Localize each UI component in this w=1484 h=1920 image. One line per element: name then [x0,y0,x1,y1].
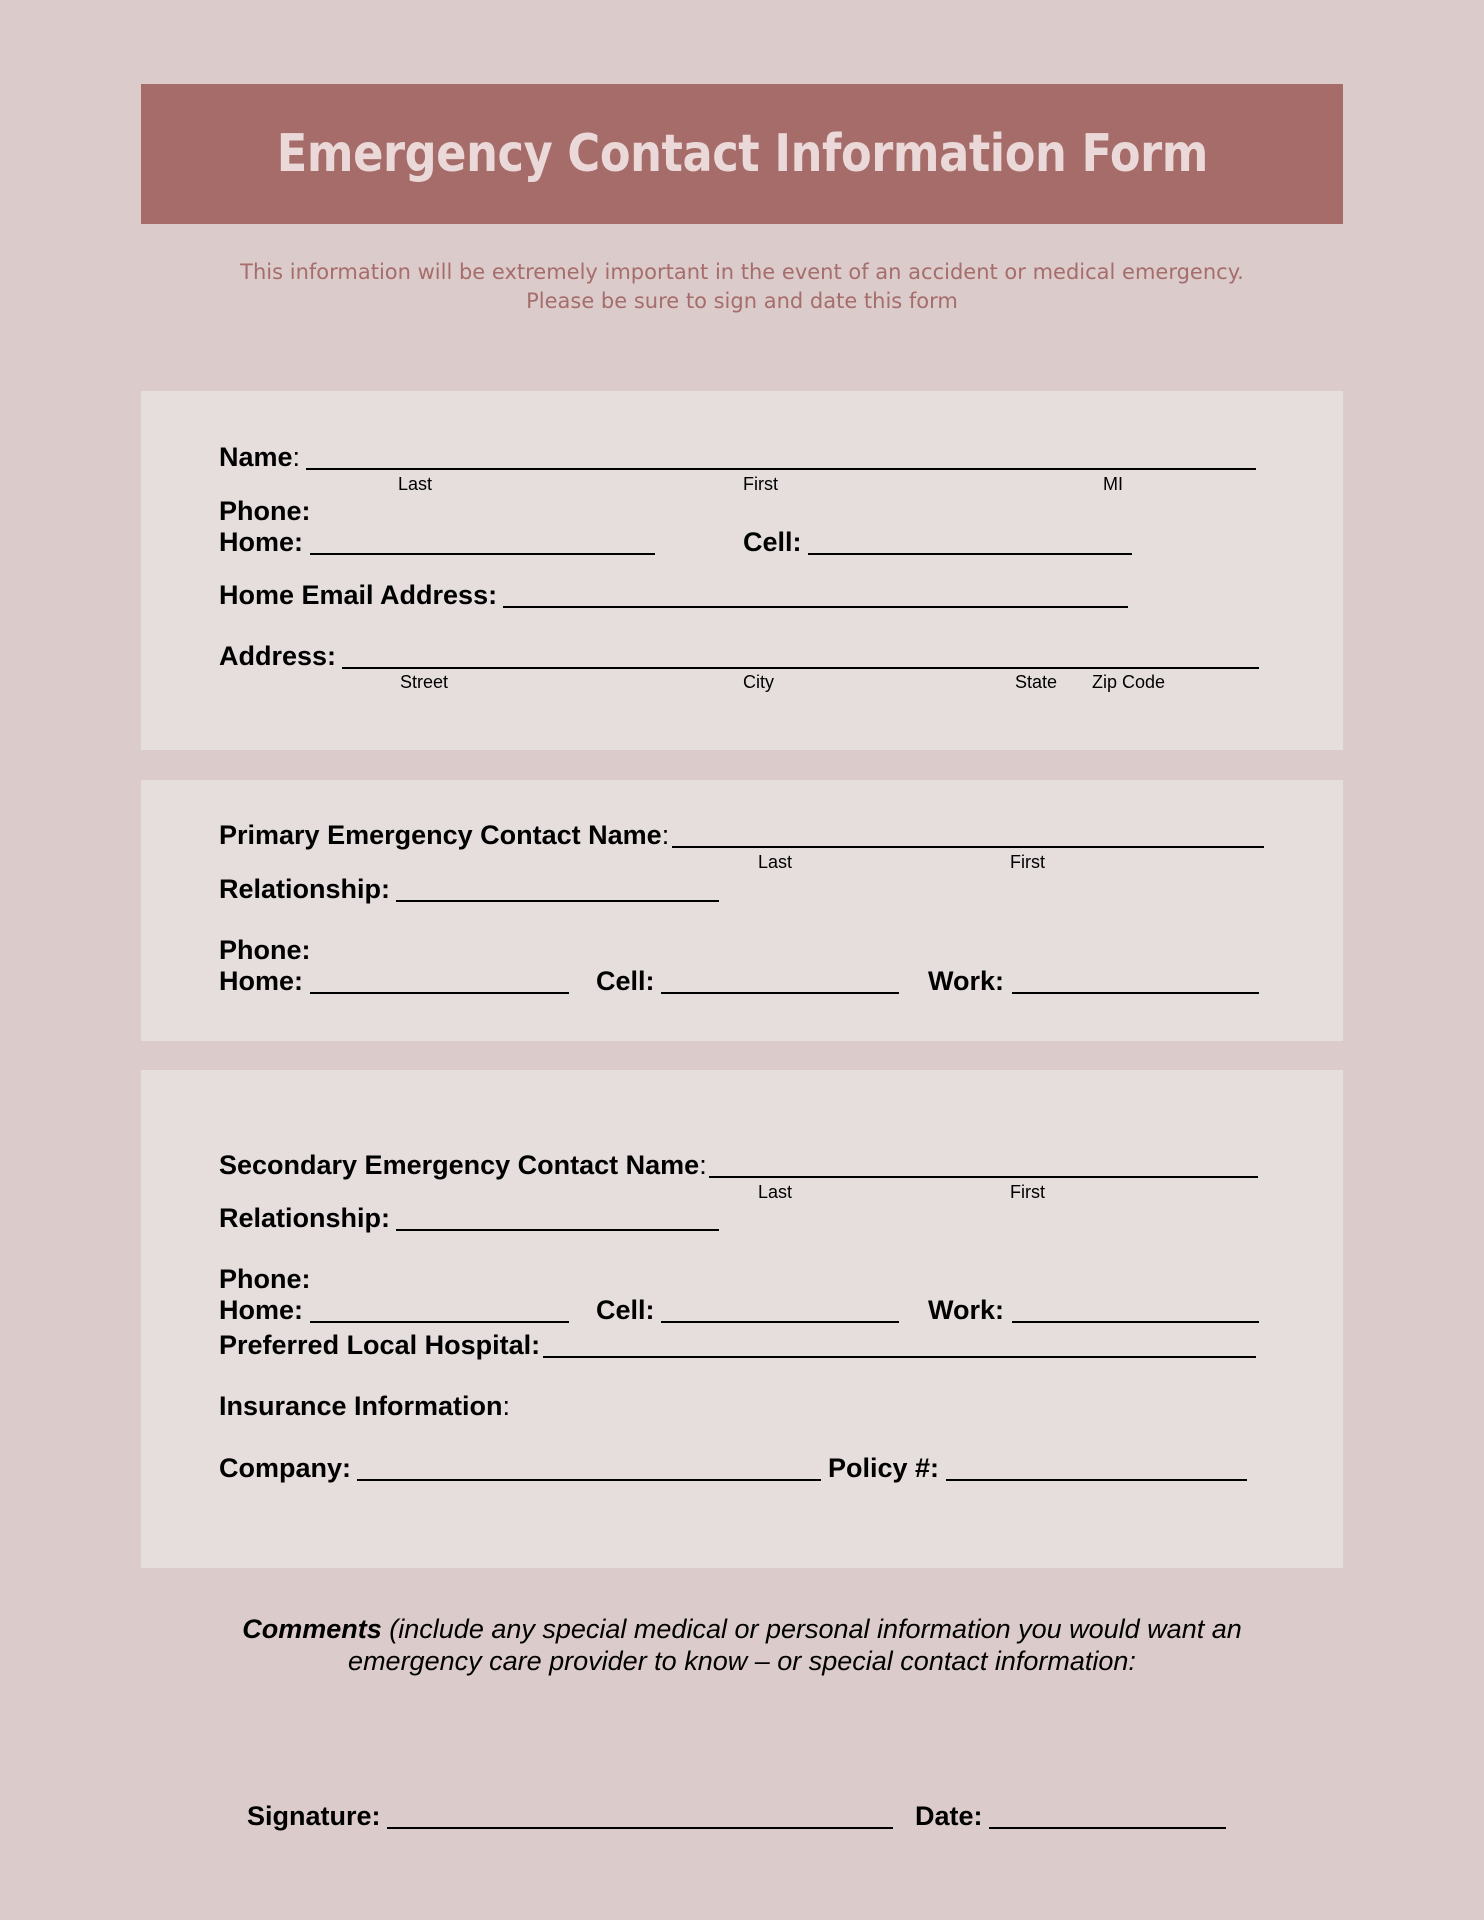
email-label: Home Email Address: [219,580,498,610]
subtitle-line-1: This information will be extremely important in the event of an accident or medical emergency. [240,260,1244,284]
cell-phone-label: Cell: [743,527,802,557]
primary-relationship-field[interactable] [396,900,719,902]
date-field[interactable] [989,1827,1226,1829]
secondary-contact-panel [141,1070,1343,1568]
secondary-work-field[interactable] [1012,1321,1259,1323]
secondary-relationship-field[interactable] [396,1229,719,1231]
address-zip-caption: Zip Code [1092,672,1166,692]
secondary-home-field[interactable] [310,1321,569,1323]
primary-contact-name-field[interactable] [672,846,1264,848]
address-state-caption: State [1015,672,1058,692]
address-city-caption: City [743,672,774,692]
name-label: Name: [219,442,301,472]
primary-cell-field[interactable] [661,992,899,994]
name-last-caption: Last [398,474,433,494]
address-field[interactable] [342,667,1259,669]
form-subtitle [141,258,1343,316]
primary-cell-label: Cell: [596,966,655,996]
primary-home-field[interactable] [310,992,569,994]
personal-info-panel [141,391,1343,750]
comments-instructions [141,1613,1343,1677]
policy-field[interactable] [946,1479,1247,1481]
address-street-caption: Street [400,672,449,692]
signature-label: Signature: [247,1801,381,1831]
comments-heading: Comments [242,1614,382,1644]
primary-work-label: Work: [928,966,1005,996]
signature-field[interactable] [387,1827,893,1829]
date-label: Date: [915,1801,983,1831]
insurance-label: Insurance Information: [219,1391,511,1421]
primary-work-field[interactable] [1012,992,1259,994]
primary-phone-label: Phone: [219,935,311,965]
hospital-field[interactable] [543,1356,1256,1358]
name-first-caption: First [743,474,778,494]
cell-phone-field[interactable] [808,553,1132,555]
secondary-last-caption: Last [758,1182,793,1202]
secondary-phone-label: Phone: [219,1264,311,1294]
form-title: Emergency Contact Information Form [276,124,1208,184]
secondary-contact-name-field[interactable] [709,1176,1258,1178]
subtitle-line-2: Please be sure to sign and date this form [526,289,958,313]
secondary-cell-field[interactable] [661,1321,899,1323]
company-field[interactable] [357,1479,821,1481]
secondary-work-label: Work: [928,1295,1005,1325]
primary-relationship-label: Relationship: [219,874,391,904]
primary-last-caption: Last [758,852,793,872]
secondary-contact-name-label: Secondary Emergency Contact Name: [219,1150,707,1180]
email-field[interactable] [503,606,1128,608]
secondary-relationship-label: Relationship: [219,1203,391,1233]
home-phone-field[interactable] [310,553,655,555]
name-field[interactable] [306,468,1256,470]
primary-first-caption: First [1010,852,1045,872]
secondary-home-label: Home: [219,1295,304,1325]
secondary-cell-label: Cell: [596,1295,655,1325]
company-label: Company: [219,1453,352,1483]
phone-label: Phone: [219,496,311,526]
form-header-banner [141,84,1343,224]
hospital-label: Preferred Local Hospital: [219,1330,541,1360]
address-label: Address: [219,641,337,671]
primary-home-label: Home: [219,966,304,996]
primary-contact-name-label: Primary Emergency Contact Name: [219,820,670,850]
policy-label: Policy #: [828,1453,940,1483]
comments-line-1: Comments (include any special medical or personal information you would want an [242,1614,1242,1644]
comments-line-2: emergency care provider to know – or special contact information: [348,1646,1136,1676]
name-mi-caption: MI [1103,474,1123,494]
secondary-first-caption: First [1010,1182,1045,1202]
home-phone-label: Home: [219,527,304,557]
